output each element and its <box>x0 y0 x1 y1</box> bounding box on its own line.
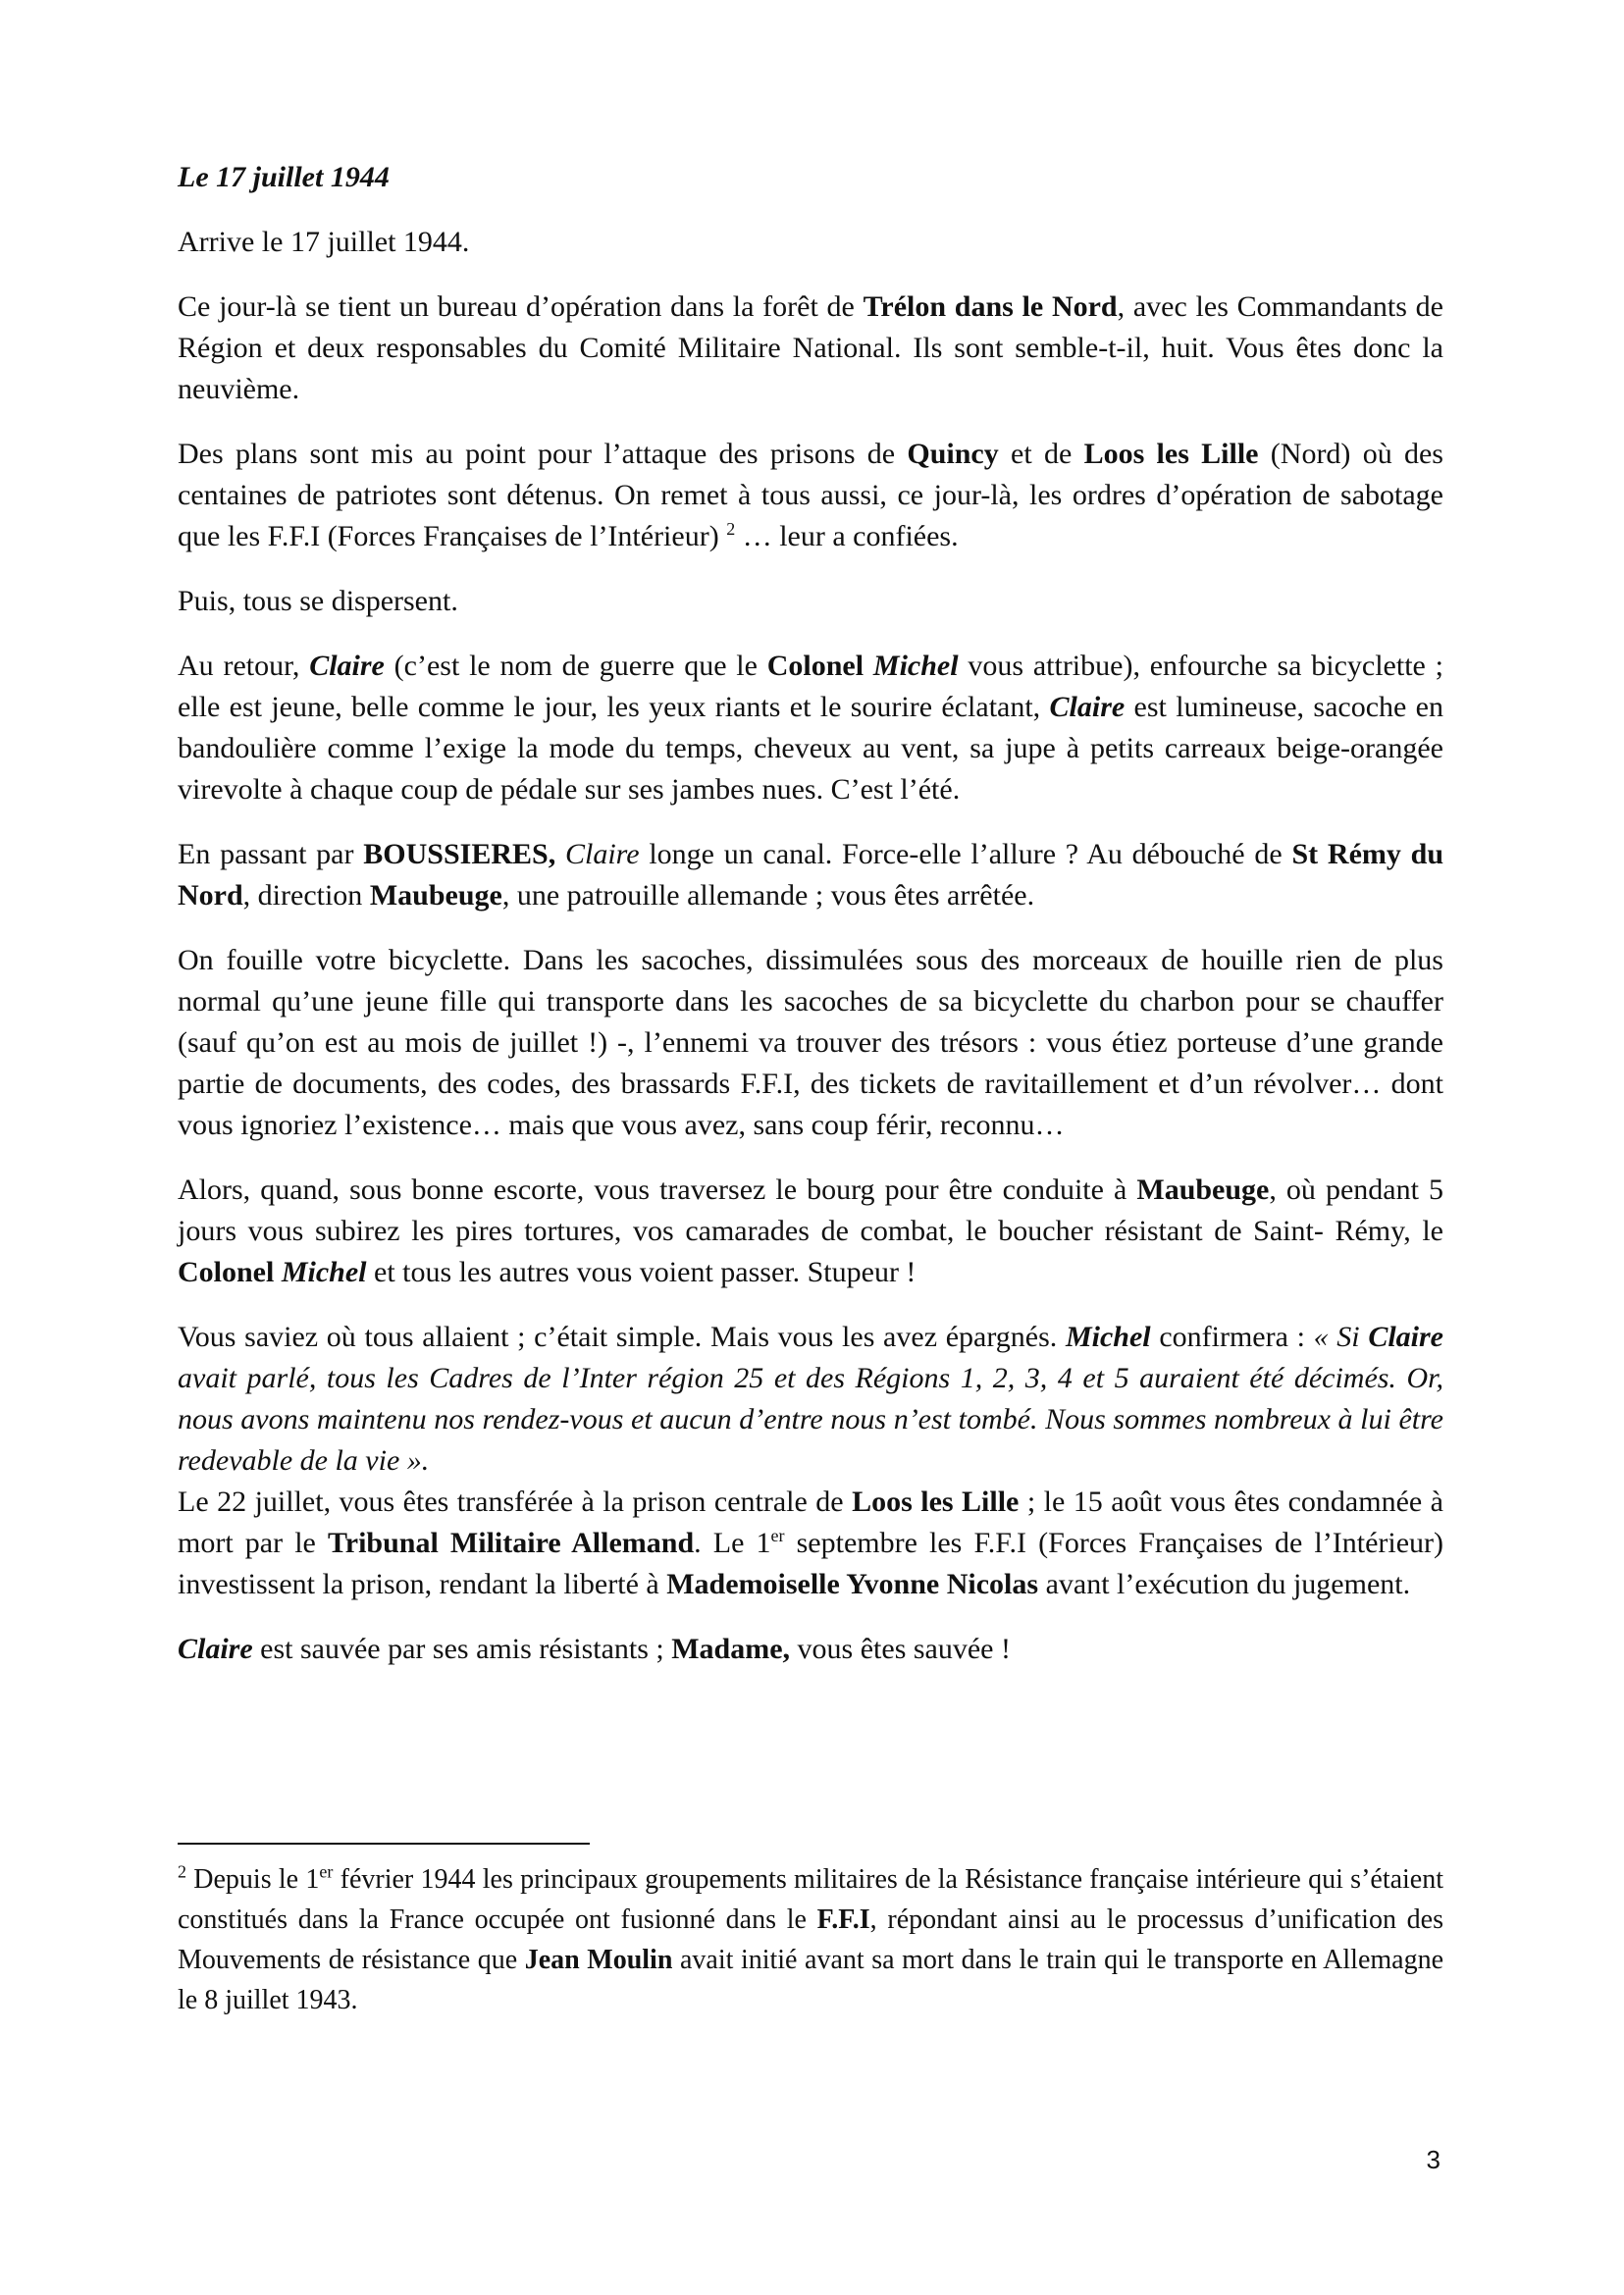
text: … leur a confiées. <box>735 520 959 552</box>
text: , où pendant 5 jours vous subirez les pires tortures, vos camarades de combat, le boucher résistant de Saint- Rémy, le <box>178 1174 1443 1247</box>
rank: Colonel <box>178 1256 275 1288</box>
section-heading: Le 17 juillet 1944 <box>178 161 390 193</box>
text: (Nord) où des centaines de patriotes sont détenus. On remet à tous aussi, ce jour-là, les ordres d’opération de sabotage que les F.F.I (Forces Françaises de l’Intérieur) <box>178 438 1443 552</box>
place-name: Maubeuge <box>369 879 502 912</box>
footnote-ref[interactable]: 2 <box>726 519 736 539</box>
person-name: Michel <box>281 1256 367 1288</box>
body-text <box>178 157 1443 1694</box>
organization: F.F.I <box>816 1904 870 1935</box>
text: vous attribue), enfourche sa bicyclette ; elle est jeune, belle comme le jour, les yeux riants et le sourire éclatant, <box>178 650 1443 723</box>
paragraph-8 <box>178 1170 1443 1293</box>
text: vous êtes sauvée ! <box>790 1633 1011 1665</box>
text: Le 22 juillet, vous êtes transférée à la prison centrale de <box>178 1486 853 1518</box>
place-name: BOUSSIERES, <box>363 838 556 870</box>
paragraph-11 <box>178 1629 1443 1670</box>
place-name: Maubeuge <box>1136 1174 1270 1206</box>
ordinal-suffix: er <box>319 1861 334 1882</box>
place-name: Trélon dans le Nord <box>863 290 1118 323</box>
person-name: Jean Moulin <box>524 1945 673 1975</box>
text: . Le 1 <box>694 1527 771 1559</box>
quote-text: avait parlé, tous les Cadres de l’Inter région 25 et des Régions 1, 2, 3, 4 et 5 auraient été décimés. Or, nous avons maintenu nos rendez-vous et aucun d’entre nous n’est tombé. Nous sommes nombreux à lui être redevable de la vie ». <box>178 1362 1443 1477</box>
text: Vous saviez où tous allaient ; c’était simple. Mais vous les avez épargnés. <box>178 1321 1066 1353</box>
text: Ce jour-là se tient un bureau d’opération dans la forêt de <box>178 290 864 323</box>
text: et tous les autres vous voient passer. Stupeur ! <box>366 1256 917 1288</box>
paragraph-2 <box>178 287 1443 410</box>
footnote <box>178 1859 1443 2020</box>
text: longe un canal. Force-elle l’allure ? Au débouché de <box>639 838 1292 870</box>
text: Des plans sont mis au point pour l’attaque des prisons de <box>178 438 908 470</box>
text: , une patrouille allemande ; vous êtes arrêtée. <box>501 879 1035 912</box>
text: En passant par <box>178 838 364 870</box>
paragraph-6 <box>178 834 1443 916</box>
person-name: Mademoiselle Yvonne Nicolas <box>666 1568 1039 1600</box>
paragraph-4: Puis, tous se dispersent. <box>178 585 458 617</box>
text: février 1944 les principaux groupements militaires de la Résistance française intérieure qui s’étaient constitués dans la France occupée ont fusionné dans le <box>178 1864 1444 1935</box>
place-name: Loos les Lille <box>852 1486 1020 1518</box>
person-name: Claire <box>1368 1321 1443 1353</box>
ordinal-suffix: er <box>770 1526 785 1545</box>
paragraph-9 <box>178 1317 1443 1482</box>
text: Alors, quand, sous bonne escorte, vous traversez le bourg pour être conduite à <box>178 1174 1137 1206</box>
text: est sauvée par ses amis résistants ; <box>252 1633 672 1665</box>
place-name: Loos les Lille <box>1083 438 1259 470</box>
institution: Tribunal Militaire Allemand <box>327 1527 695 1559</box>
text: Au retour, <box>178 650 310 682</box>
text: et de <box>998 438 1084 470</box>
place-name: St Rémy du Nord <box>178 838 1444 912</box>
person-name: Claire <box>309 650 385 682</box>
text: est lumineuse, sacoche en bandoulière comme l’exige la mode du temps, cheveux au vent, sa jupe à petits carreaux beige-orangée virevolte à chaque coup de pédale sur ses jambes nues. C’est l’été. <box>178 691 1443 806</box>
address: Madame, <box>671 1633 791 1665</box>
person-name: Claire <box>1049 691 1126 723</box>
person-name: Michel <box>1065 1321 1151 1353</box>
person-name: Michel <box>872 650 959 682</box>
quote-text: « Si <box>1313 1321 1369 1353</box>
text: avait initié avant sa mort dans le train qui le transporte en Allemagne le 8 juillet 1943. <box>178 1945 1444 2015</box>
text: avant l’exécution du jugement. <box>1038 1568 1411 1600</box>
footnote-divider <box>178 1843 590 1845</box>
rank: Colonel <box>766 650 864 682</box>
text: septembre les F.F.I (Forces Françaises de l’Intérieur) investissent la prison, rendant la liberté à <box>178 1527 1444 1600</box>
person-name: Claire <box>564 838 640 870</box>
footnote-number: 2 <box>178 1861 186 1882</box>
page-number: 3 <box>1426 2145 1441 2174</box>
text: (c’est le nom de guerre que le <box>384 650 767 682</box>
paragraph-5 <box>178 646 1443 810</box>
paragraph-7: On fouille votre bicyclette. Dans les sacoches, dissimulées sous des morceaux de houille rien de plus normal qu’une jeune fille qui transporte dans les sacoches de sa bicyclette du charbon pour se chauffer (sauf qu’on est au mois de juillet !) -, l’ennemi va trouver des trésors : vous étiez porteuse d’une grande partie de documents, des codes, des brassards F.F.I, des tickets de ravitaillement et d’un révolver… dont vous ignoriez l’existence… mais que vous avez, sans coup férir, reconnu… <box>178 944 1443 1141</box>
text: ; le 15 août vous êtes condamnée à mort par le <box>178 1486 1443 1559</box>
place-name: Quincy <box>907 438 999 470</box>
text: Depuis le 1 <box>186 1864 320 1895</box>
paragraph-1: Arrive le 17 juillet 1944. <box>178 226 470 258</box>
paragraph-3 <box>178 434 1443 557</box>
paragraph-10 <box>178 1482 1443 1605</box>
text: confirmera : <box>1150 1321 1314 1353</box>
text: , répondant ainsi au le processus d’unification des Mouvements de résistance que <box>178 1904 1443 1975</box>
text: , avec les Commandants de Région et deux responsables du Comité Militaire National. Ils sont semble-t-il, huit. Vous êtes donc la neuvième. <box>178 290 1443 405</box>
text: , direction <box>242 879 370 912</box>
person-name: Claire <box>178 1633 253 1665</box>
